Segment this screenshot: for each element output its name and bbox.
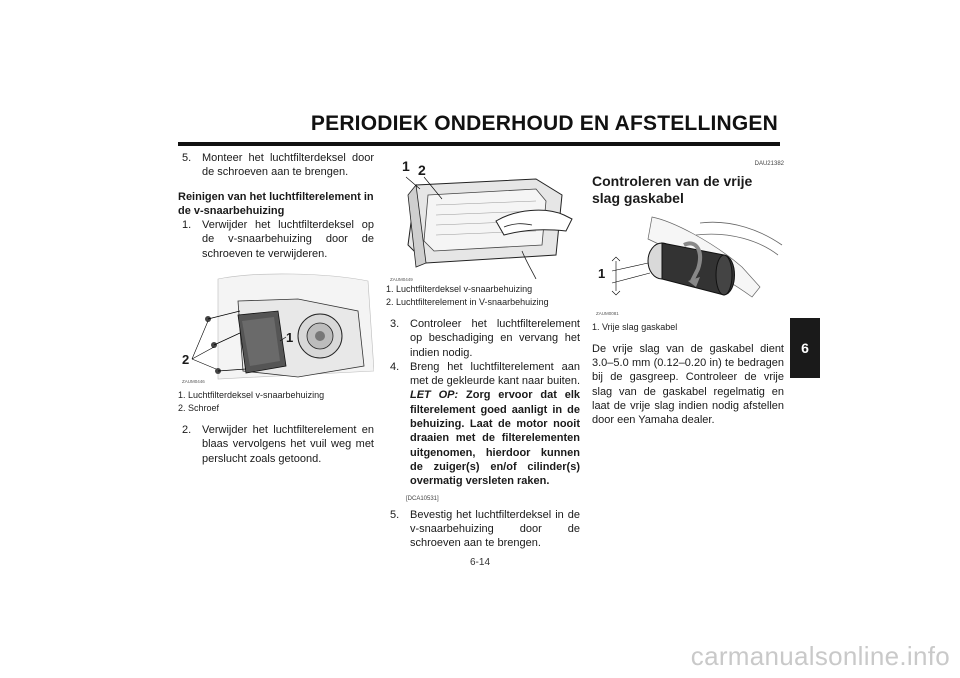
callout-2: 2	[182, 352, 190, 368]
step-number: 5.	[182, 152, 192, 164]
step-number: 4.	[390, 360, 400, 373]
step-text: Bevestig het luchtfilterdeksel in de v-snaarbehuizing door de schroeven aan te brengen.	[410, 508, 580, 550]
caution-label: LET OP:	[410, 389, 459, 402]
step-text: Monteer het luchtfilterdeksel door de schroeven aan te brengen.	[202, 152, 374, 179]
column-3	[592, 151, 784, 428]
step-text-group	[410, 360, 580, 489]
air-filter-illustration	[386, 155, 580, 279]
step-text: Verwijder het luchtfilterdeksel op de v-snaarbehuizing door de schroeven te verwijderen.	[202, 219, 374, 260]
step-number: 1.	[182, 219, 192, 232]
figure-caption: 2. Luchtfilterelement in V-snaarbehuizing	[386, 296, 549, 307]
column-2	[386, 151, 580, 551]
step-5-fasten-cover	[386, 508, 580, 551]
step-5-install-cover	[178, 151, 374, 180]
vbelt-cover-illustration	[178, 271, 374, 384]
footer-watermark[interactable]: carmanualsonline.info	[690, 641, 950, 671]
section-code: DAU21382	[754, 161, 784, 167]
callout-1: 1	[286, 330, 294, 346]
step-3-inspect-element	[386, 317, 580, 360]
figure-id: ZAUM0449	[390, 277, 413, 282]
caution-code: [DCA10531]	[406, 495, 439, 502]
step-4-install-element	[386, 360, 580, 489]
step-2-clean-element	[178, 423, 374, 466]
step-text: Controleer het luchtfilterelement op beschadiging en vervang het indien nodig.	[410, 318, 580, 359]
callout-2: 2	[418, 162, 426, 178]
figure-id: ZAUM0446	[182, 379, 205, 385]
step-1-remove-cover	[178, 218, 374, 261]
figure-throttle-grip	[592, 211, 784, 315]
step-text: Verwijder het luchtfilterelement en blaas vervolgens het vuil weg met perslucht zoals getoond.	[202, 424, 374, 465]
figure-caption: 1. Luchtfilterdeksel v-snaarbehuizing	[386, 284, 533, 294]
page-number: 6-14	[469, 557, 490, 568]
column-1	[178, 151, 374, 466]
body-paragraph: De vrije slag van de gaskabel dient 3.0–5.0 mm (0.12–0.20 in) te bedragen bij de gasgreep. Controleer de vrije slag van de gaskabel regelmatig en laat de vrije slag indien nodig afstellen door een Yamaha dealer.	[592, 342, 784, 427]
caution-text: Zorg ervoor dat elk filterelement goed aanligt in de behuizing. Laat de motor nooit draaien met de filterelementen uitgenomen, hierdoor kunnen de zuiger(s) en/of cilinder(s) overmatig versleten raken.	[410, 389, 580, 488]
callout-1: 1	[598, 266, 606, 282]
chapter-tab[interactable]: 6	[790, 318, 820, 378]
figure-caption: 2. Schroef	[178, 402, 220, 413]
figure-vbelt-cover	[178, 271, 374, 384]
header-rule	[178, 142, 780, 146]
step-number: 3.	[390, 318, 400, 330]
step-number: 5.	[390, 508, 400, 521]
throttle-grip-illustration	[592, 211, 784, 315]
step-number: 2.	[182, 424, 192, 437]
figure-air-filter-element	[386, 155, 580, 282]
figure-caption: 1. Luchtfilterdeksel v-snaarbehuizing	[178, 390, 325, 401]
figure-caption: 1. Vrije slag gaskabel	[592, 322, 678, 333]
figure-id: ZAUM0081	[596, 311, 619, 317]
callout-1: 1	[402, 158, 410, 174]
section-subheading: Reinigen van het luchtfilterelement in de v-snaarbehuizing	[178, 190, 374, 217]
page-header-title: PERIODIEK ONDERHOUD EN AFSTELLINGEN	[310, 112, 778, 135]
step-text: Breng het luchtfilterelement aan met de gekleurde kant naar buiten.	[410, 360, 581, 388]
section-title: Controleren van de vrije slag gaskabel	[592, 173, 753, 207]
